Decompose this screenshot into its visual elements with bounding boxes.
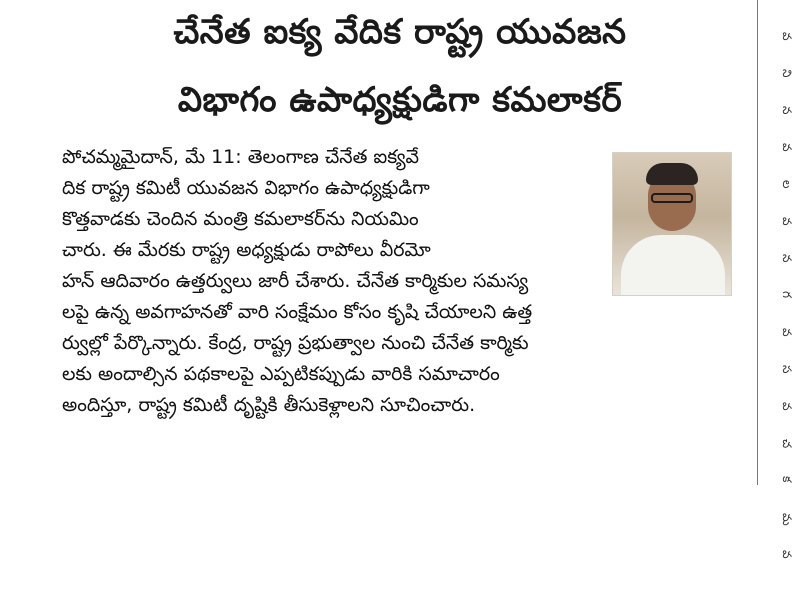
body-line: లకు అందాల్సిన పథకాలపై ఎప్పటికప్పుడు వారికి సమాచారం [62, 363, 500, 385]
side-glyph: వ [780, 32, 794, 41]
side-glyph: మ [780, 513, 794, 526]
column-divider [757, 0, 758, 485]
body-line: పోచమ్మమైదాన్, మే 11: తెలంగాణ చేనేత ఐక్యవే [62, 146, 420, 168]
side-glyph: న [780, 106, 794, 115]
body-line: కొత్తవాడకు చెందిన మంత్రి కమలాకర్‌ను నియమిం [62, 208, 419, 230]
article-body [62, 142, 742, 421]
side-glyph: గ [780, 291, 794, 298]
side-glyph: క [780, 476, 794, 483]
body-line: ర్వుల్లో పేర్కొన్నారు. కేంద్ర, రాష్ట్ర ప్రభుత్వాల నుంచి చేనేత కార్మికు [62, 332, 529, 354]
adjacent-column-text [772, 0, 800, 605]
side-glyph: న [780, 254, 794, 263]
body-line: చారు. ఈ మేరకు రాష్ట్ర అధ్యక్షుడు రాపోలు వీరమో [62, 239, 431, 261]
body-line: లపై ఉన్న అవగాహనతో వారి సంక్షేమం కోసం కృషి చేయాలని ఉత్త [62, 301, 533, 323]
side-glyph: ల [780, 180, 794, 189]
side-glyph: చ [780, 439, 794, 449]
side-glyph: స [780, 365, 794, 374]
body-line: దిక రాష్ట్ర కమిటీ యువజన విభాగం ఉపాధ్యక్షుడిగా [62, 177, 430, 199]
side-glyph: వ [780, 328, 794, 337]
headline-line-1: చేనేత ఐక్య వేదిక రాష్ట్ర యువజన [173, 12, 627, 52]
side-glyph: ని [780, 69, 794, 78]
side-glyph: వ [780, 217, 794, 226]
side-glyph: వ [780, 550, 794, 559]
side-glyph: వ [780, 143, 794, 152]
body-line: హన్ ఆదివారం ఉత్తర్వులు జారీ చేశారు. చేనేత కార్మికుల సమస్య [62, 270, 529, 292]
body-line: అందిస్తూ, రాష్ట్ర కమిటీ దృష్టికి తీసుకెళ్లాలని సూచించారు. [62, 394, 476, 416]
side-glyph: వ [780, 402, 794, 411]
headline-line-2: విభాగం ఉపాధ్యక్షుడిగా కమలాకర్ [177, 80, 623, 120]
